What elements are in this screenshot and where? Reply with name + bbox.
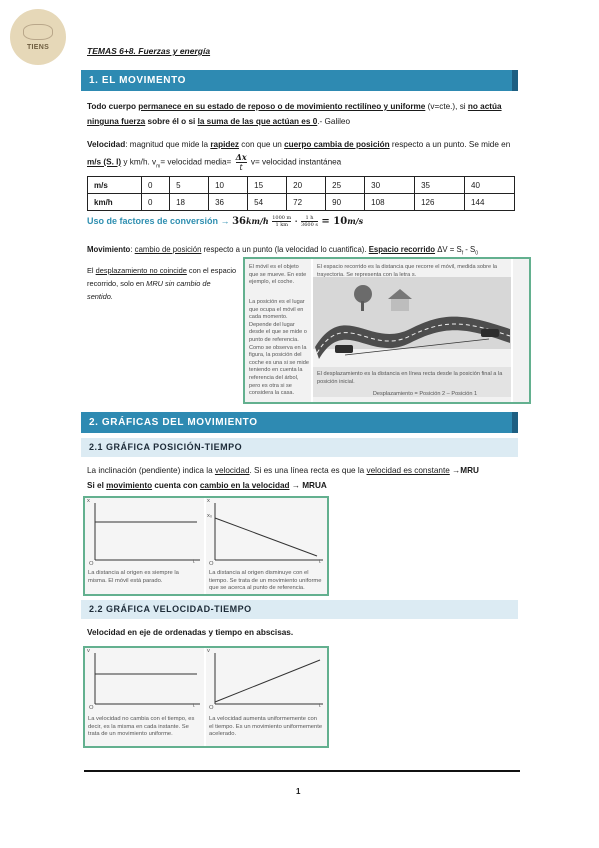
table-cell: 10: [209, 177, 248, 194]
fraction-denominator: 3600 s: [301, 222, 318, 228]
text-span: m/s (S. I): [87, 157, 122, 167]
velocity-axes-text: [87, 625, 517, 640]
velocity-time-graphs: [83, 646, 329, 748]
axis-label: v: [87, 648, 90, 654]
table-cell: 72: [287, 194, 326, 211]
text-span: con que un: [239, 140, 285, 149]
subsection-2-1-header: [81, 438, 518, 457]
subsection-2-2-title: 2.2 GRÁFICA VELOCIDAD-TIEMPO: [89, 604, 252, 614]
axis-label: x₀: [207, 513, 213, 519]
document-title: TEMAS 6+8. Fuerzas y energía: [87, 46, 211, 56]
conversion-fraction-1: [272, 215, 291, 228]
text-span: rapidez: [210, 140, 240, 149]
table-cell: 35: [415, 177, 465, 194]
logo: [10, 9, 66, 65]
axis-label: t: [193, 703, 195, 709]
axis-label: O: [209, 705, 214, 711]
text-span: y km/h. v: [121, 157, 157, 167]
table-cell: 15: [248, 177, 287, 194]
text-span: movimiento: [106, 481, 153, 490]
axis-label: O: [89, 561, 94, 567]
text-span: → MRUA: [289, 481, 327, 490]
text-span: Velocidad en eje de ordenadas y tiempo en abscisas.: [87, 628, 294, 637]
text-span: El: [87, 266, 96, 275]
text-span: ΔV = S: [435, 245, 462, 254]
text-span: con el espacio recorrido, solo en: [87, 266, 237, 288]
galileo-paragraph: [87, 99, 517, 129]
page-number: 1: [296, 787, 301, 796]
conversion-value: 36: [232, 216, 246, 227]
axis-label: x: [207, 498, 210, 504]
text-span: Velocidad: [87, 140, 126, 149]
velocity-paragraph: [87, 137, 517, 174]
table-cell: 5: [170, 177, 209, 194]
text-span: Si el: [87, 481, 107, 490]
section-1-title: 1. EL MOVIMENTO: [89, 75, 186, 86]
table-cell: 144: [465, 194, 515, 211]
fraction-numerator: 1 h: [301, 215, 318, 222]
conversion-unit: km/h: [245, 216, 269, 226]
text-span: velocidad: [214, 466, 250, 475]
table-row-header: m/s: [88, 177, 142, 194]
text-span: sobre él o si: [145, 117, 198, 126]
table-row: [88, 177, 515, 194]
text-span: (v=cte.), si: [425, 102, 468, 111]
conversion-label: Uso de factores de conversión →: [87, 216, 230, 226]
section-2-header: [81, 412, 518, 433]
text-span: cuenta con: [152, 481, 200, 490]
subsection-2-1-title: 2.1 GRÁFICA POSICIÓN-TIEMPO: [89, 442, 243, 452]
figure-divider: [511, 259, 513, 402]
text-span: v= velocidad instantánea: [248, 157, 342, 167]
table-cell: 108: [365, 194, 415, 211]
figure-divider: [311, 259, 313, 402]
text-span: →MRU: [449, 466, 479, 475]
brain-icon: [23, 24, 53, 40]
footer-divider: [84, 770, 520, 772]
graph-caption: La velocidad no cambia con el tiempo, es decir, es la misma en cada instante. Se trata de un movimiento uniforme.: [88, 716, 195, 738]
section-2-title: 2. GRÁFICAS DEL MOVIMIENTO: [89, 417, 258, 428]
table-cell: 54: [248, 194, 287, 211]
fraction-denominator: t: [239, 163, 243, 172]
conversion-factor-line: [87, 215, 363, 228]
text-span: respecto a un punto (la velocidad lo cuantifica).: [201, 245, 369, 254]
text-span: desplazamiento no coincide: [95, 266, 187, 275]
table-cell: 36: [209, 194, 248, 211]
section-1-header: [81, 70, 518, 91]
table-cell: 25: [326, 177, 365, 194]
table-cell: 0: [142, 177, 170, 194]
speed-table: [87, 176, 515, 211]
axis-label: x: [87, 498, 90, 504]
text-span: f: [461, 250, 464, 257]
conversion-fraction-2: [301, 215, 318, 228]
logo-text: TIENS: [26, 43, 50, 51]
axis-label: v: [207, 648, 210, 654]
table-cell: 90: [326, 194, 365, 211]
text-span: - S: [463, 245, 476, 254]
text-span: la suma de las que actúan es 0: [197, 117, 318, 126]
text-span: no actúa ninguna fuerza: [87, 102, 502, 126]
conversion-result-unit: m/s: [347, 216, 364, 226]
text-span: La inclinación (pendiente) indica la: [87, 466, 215, 475]
text-span: Todo cuerpo: [87, 102, 139, 111]
table-cell: 126: [415, 194, 465, 211]
fraction-numerator: 1000 m: [272, 215, 292, 221]
conversion-result: = 10: [321, 216, 348, 227]
desplazamiento-formula: Desplazamiento = Posición 2 – Posición 1: [372, 391, 478, 397]
position-time-graphs: [83, 496, 329, 596]
axis-label: t: [319, 703, 321, 709]
table-cell: 0: [142, 194, 170, 211]
text-span: permanece en su estado de reposo o de movimiento rectilíneo y uniforme: [138, 102, 426, 111]
posicion-label: La posición es el lugar que ocupa el móvil en cada momento. Depende del lugar desde el que se mide o punto de referencia. Como se observa en la figura, la posición del coche es una si se mide teniendo en cuenta la referencia del árbol, pero es otra si se considera la casa.: [249, 299, 310, 397]
road-figure: [243, 257, 531, 404]
fraction-denominator: 1 km: [275, 222, 289, 228]
axis-label: t: [319, 559, 321, 565]
graph-caption: La distancia al origen disminuye con el tiempo. Se trata de un movimiento uniforme que se acerca al punto de referencia.: [209, 570, 322, 592]
desplazamiento-label: El desplazamiento es la distancia en línea recta desde la posición final a la posición inicial.: [317, 371, 503, 385]
table-row: [88, 194, 515, 211]
axis-label: O: [89, 705, 94, 711]
fraction-numerator: Δx: [235, 152, 247, 162]
table-row-header: km/h: [88, 194, 142, 211]
text-span: m: [156, 163, 161, 170]
graph-caption: La distancia al origen es siempre la misma. El móvil está parado.: [88, 570, 179, 584]
conversion-equation: 36km/h $\frac{1000 m}{1 km}$ · $\frac{1 h}{3600 s}$ = 10m/s: [232, 215, 364, 228]
axis-label: O: [209, 561, 214, 567]
text-span: Movimiento: [87, 245, 131, 254]
velocity-fraction: [236, 153, 247, 172]
text-span: velocidad es constante: [366, 466, 450, 475]
text-span: = velocidad media=: [160, 157, 232, 167]
text-span: MRU sin cambio de sentido.: [87, 279, 211, 301]
text-span: respecto a un punto. Se mide en: [389, 140, 511, 149]
text-span: cambio en la velocidad: [199, 481, 290, 490]
slope-paragraph: [87, 463, 517, 493]
text-span: .- Galileo: [317, 117, 351, 126]
text-span: cuerpo cambia de posición: [284, 140, 390, 149]
text-span: 0: [475, 250, 479, 257]
movil-label: El móvil es el objeto que se mueve. En este ejemplo, el coche.: [249, 264, 307, 286]
text-span: Espacio recorrido: [368, 245, 436, 254]
graph-caption: La velocidad aumenta uniformemente con el tiempo. Es un movimiento uniformemente acelerado.: [209, 716, 323, 738]
displacement-note: [87, 264, 237, 303]
table-cell: 20: [287, 177, 326, 194]
espacio-label: El espacio recorrido es la distancia que recorre el móvil, medida sobre la trayectoria. Se representa con la letra s.: [317, 264, 498, 278]
text-span: : magnitud que mide la: [125, 140, 211, 149]
text-span: cambio de posición: [134, 245, 202, 254]
axis-label: t: [193, 559, 195, 565]
table-cell: 40: [465, 177, 515, 194]
table-cell: 30: [365, 177, 415, 194]
text-span: . Si es una línea recta es que la: [249, 466, 367, 475]
table-cell: 18: [170, 194, 209, 211]
subsection-2-2-header: [81, 600, 518, 619]
text-span: :: [130, 245, 135, 254]
